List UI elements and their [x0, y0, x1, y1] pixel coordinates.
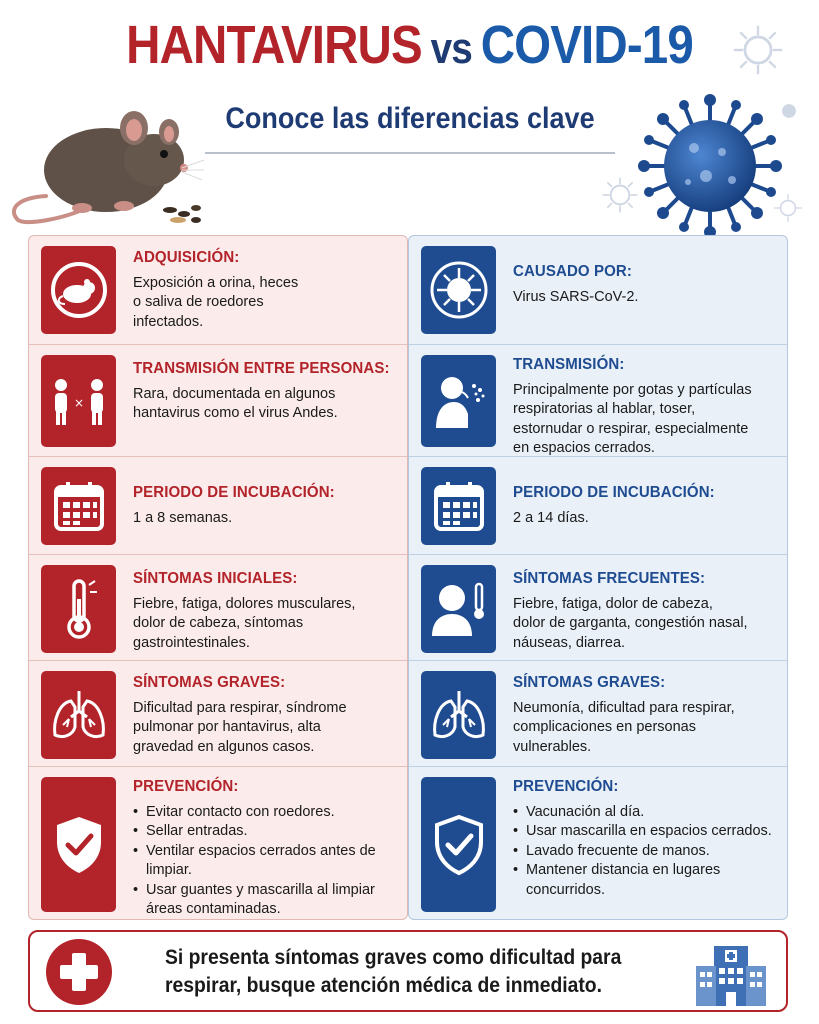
small-virus-icon	[730, 22, 786, 78]
title-vs: vs	[430, 24, 472, 73]
hantavirus-transmission-text: Rara, documentada en algunos hantavirus como el virus Andes.	[133, 385, 338, 421]
cough-icon	[421, 355, 496, 447]
list-item: • Sellar entradas.	[133, 822, 399, 842]
header	[0, 0, 819, 230]
covid-transmission-text: Principalmente por gotas y partículas respiratorias al hablar, toser, estornudar o respirar, especialmente en espacios cerrados.	[513, 381, 752, 456]
hantavirus-row-prevention	[29, 766, 407, 921]
list-item: • Mantener distancia en lugares concurridos.	[513, 861, 779, 900]
list-item: • Usar mascarilla en espacios cerrados.	[513, 822, 779, 842]
list-item: • Ventilar espacios cerrados antes de limpiar.	[133, 842, 399, 881]
covid-prevention-heading: PREVENCIÓN:	[513, 778, 619, 795]
rat-illustration-icon	[6, 98, 206, 228]
title-covid: COVID-19	[480, 15, 693, 75]
covid-panel	[408, 235, 788, 920]
covid-incubation-heading: PERIODO DE INCUBACIÓN:	[513, 484, 715, 501]
covid-row-frequent-symptoms	[409, 554, 787, 660]
shield-check-icon	[41, 777, 116, 912]
lungs-icon	[41, 671, 116, 759]
shield-check-icon	[421, 777, 496, 912]
thermometer-icon	[41, 565, 116, 653]
hantavirus-row-severe-symptoms	[29, 660, 407, 766]
coronavirus-illustration-icon	[636, 92, 784, 240]
covid-row-severe-symptoms	[409, 660, 787, 766]
hantavirus-transmission-heading: TRANSMISIÓN ENTRE PERSONAS:	[133, 360, 390, 377]
person-to-person-icon	[41, 355, 116, 447]
hantavirus-row-incubation	[29, 456, 407, 554]
list-item: • Lavado frecuente de manos.	[513, 842, 779, 862]
hantavirus-acquisition-heading: ADQUISICIÓN:	[133, 249, 240, 266]
covid-row-transmission	[409, 344, 787, 456]
page-subtitle: Conoce las diferencias clave	[225, 102, 595, 135]
rat-icon	[41, 246, 116, 334]
hantavirus-incubation-text: 1 a 8 semanas.	[133, 509, 233, 526]
covid-row-cause	[409, 236, 787, 344]
medical-cross-icon	[46, 939, 112, 1005]
hantavirus-acquisition-text: Exposición a orina, heces o saliva de roedores infectados.	[133, 274, 299, 330]
svg-text:×: ×	[73, 396, 84, 410]
list-item: • Vacunación al día.	[513, 803, 779, 823]
covid-row-prevention	[409, 766, 787, 921]
covid-transmission-heading: TRANSMISIÓN:	[513, 356, 625, 373]
list-item: • Usar guantes y mascarilla al limpiar áreas contaminadas.	[133, 881, 399, 920]
hantavirus-row-initial-symptoms	[29, 554, 407, 660]
hantavirus-panel	[28, 235, 408, 920]
covid-frequent-symptoms-text: Fiebre, fatiga, dolor de cabeza, dolor de garganta, congestión nasal, náuseas, diarrea.	[513, 595, 748, 651]
covid-row-incubation	[409, 456, 787, 554]
covid-cause-text: Virus SARS-CoV-2.	[513, 288, 639, 305]
lungs-icon	[421, 671, 496, 759]
page-title	[49, 14, 770, 76]
hantavirus-severe-symptoms-text: Dificultad para respirar, síndrome pulmonar por hantavirus, alta gravedad en algunos casos.	[133, 699, 347, 755]
covid-severe-symptoms-heading: SÍNTOMAS GRAVES:	[513, 674, 666, 691]
hantavirus-row-acquisition	[29, 236, 407, 344]
fever-person-icon	[421, 565, 496, 653]
hantavirus-incubation-heading: PERIODO DE INCUBACIÓN:	[133, 484, 335, 501]
list-item: • Evitar contacto con roedores.	[133, 803, 399, 823]
covid-prevention-list	[513, 803, 779, 901]
covid-cause-heading: CAUSADO POR:	[513, 263, 632, 280]
covid-severe-symptoms-text: Neumonía, dificultad para respirar, complicaciones en personas vulnerables.	[513, 699, 735, 755]
warning-footer	[28, 930, 788, 1012]
hantavirus-row-transmission	[29, 344, 407, 456]
covid-incubation-text: 2 a 14 días.	[513, 509, 589, 526]
hantavirus-initial-symptoms-text: Fiebre, fatiga, dolores musculares, dolor de cabeza, síntomas gastrointestinales.	[133, 595, 356, 651]
hantavirus-initial-symptoms-heading: SÍNTOMAS INICIALES:	[133, 570, 298, 587]
hospital-icon	[692, 938, 770, 1006]
calendar-icon	[41, 467, 116, 545]
covid-frequent-symptoms-heading: SÍNTOMAS FRECUENTES:	[513, 570, 706, 587]
hantavirus-prevention-list	[133, 803, 399, 920]
virus-icon	[421, 246, 496, 334]
calendar-icon	[421, 467, 496, 545]
hantavirus-severe-symptoms-heading: SÍNTOMAS GRAVES:	[133, 674, 286, 691]
subtitle-divider	[205, 152, 615, 154]
title-hantavirus: HANTAVIRUS	[126, 15, 422, 75]
warning-message: Si presenta síntomas graves como dificultad para respirar, busque atención médica de inmediato.	[165, 946, 622, 997]
hantavirus-prevention-heading: PREVENCIÓN:	[133, 778, 239, 795]
small-virus-icon	[600, 175, 640, 215]
